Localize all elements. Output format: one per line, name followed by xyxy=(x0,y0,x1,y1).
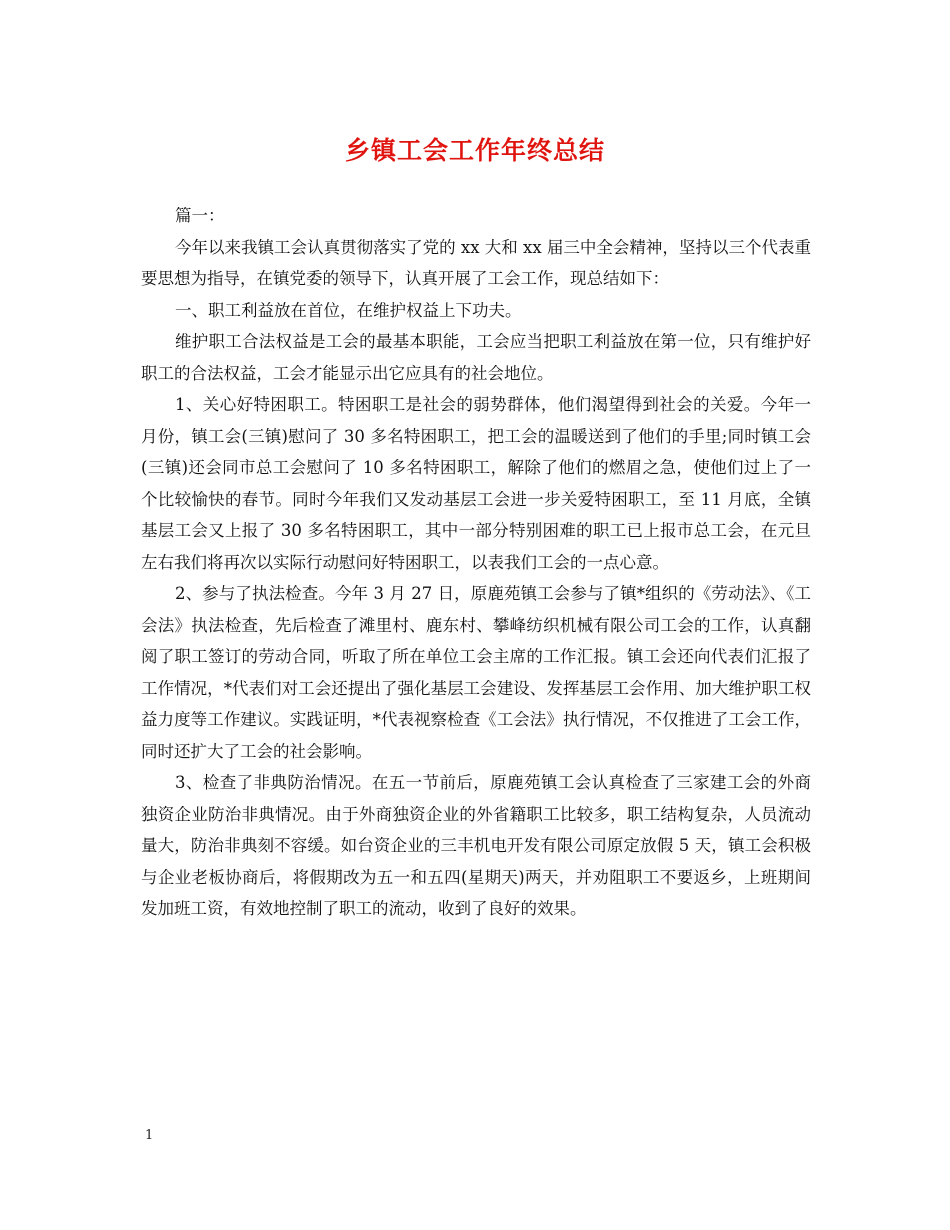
paragraph-rights: 维护职工合法权益是工会的最基本职能，工会应当把职工利益放在第一位，只有维护好职工的合法权益，工会才能显示出它应具有的社会地位。 xyxy=(141,332,811,383)
paragraph-heading-1: 一、职工利益放在首位，在维护权益上下功夫。 xyxy=(175,300,522,320)
document-title: 乡镇工会工作年终总结 xyxy=(344,136,605,165)
document-body xyxy=(141,200,811,925)
paragraph-intro: 今年以来我镇工会认真贯彻落实了党的 xx 大和 xx 届三中全会精神，坚持以三个代表重要思想为指导，在镇党委的领导下，认真开展了工会工作，现总结如下： xyxy=(141,237,811,288)
page-number: 1 xyxy=(145,1128,154,1143)
paragraph-item-1: 1、关心好特困职工。特困职工是社会的弱势群体，他们渴望得到社会的关爱。今年一月份，镇工会(三镇)慰问了 30 多名特困职工，把工会的温暖送到了他们的手里;同时镇工会(三镇)还会同市总工会慰问了 10 多名特困职工，解除了他们的燃眉之急，使他们过上了一个比较愉快的春节。同时今年我们又发动基层工会进一步关爱特困职工，至 11 月底，全镇基层工会又上报了 30 多名特困职工，其中一部分特别困难的职工已上报市总工会，在元旦左右我们将再次以实际行动慰问好特困职工，以表我们工会的一点心意。 xyxy=(141,395,811,572)
paragraph-item-3: 3、检查了非典防治情况。在五一节前后，原鹿苑镇工会认真检查了三家建工会的外商独资企业防治非典情况。由于外商独资企业的外省籍职工比较多，职工结构复杂，人员流动量大，防治非典刻不容缓。如台资企业的三丰机电开发有限公司原定放假 5 天，镇工会积极与企业老板协商后，将假期改为五一和五四(星期天)两天，并劝阻职工不要返乡，上班期间发加班工资，有效地控制了职工的流动，收到了良好的效果。 xyxy=(141,773,811,918)
paragraph-section-label: 篇一： xyxy=(175,206,225,225)
paragraph-item-2: 2、参与了执法检查。今年 3 月 27 日，原鹿苑镇工会参与了镇*组织的《劳动法》、《工会法》执法检查，先后检查了滩里村、鹿东村、攀峰纺织机械有限公司工会的工作，认真翻阅了职工签订的劳动合同，听取了所在单位工会主席的工作汇报。镇工会还向代表们汇报了工作情况，*代表们对工会还提出了强化基层工会建设、发挥基层工会作用、加大维护职工权益力度等工作建议。实践证明，*代表视察检查《工会法》执行情况，不仅推进了工会工作，同时还扩大了工会的社会影响。 xyxy=(141,584,811,761)
